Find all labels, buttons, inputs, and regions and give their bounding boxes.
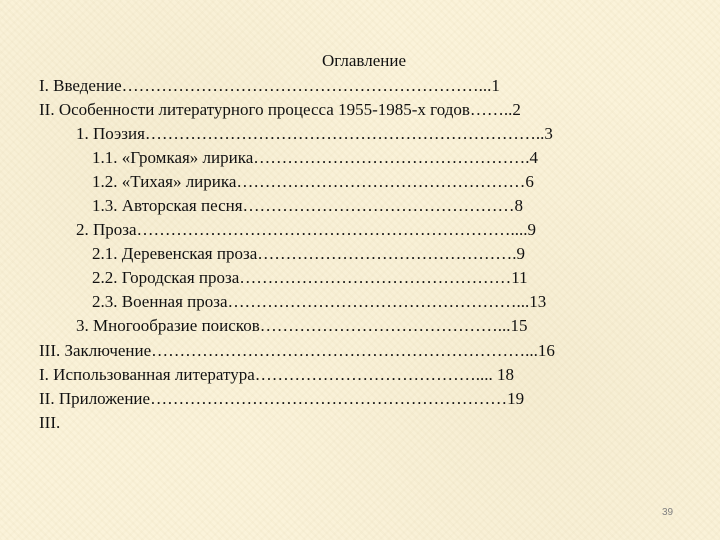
- toc-entry-urban-prose: 2.2. Городская проза…………………………………………11: [92, 268, 528, 287]
- toc-entry-features: II. Особенности литературного процесса 1955-1985-х годов……..2: [39, 100, 521, 119]
- toc-entry-variety-searches: 3. Многообразие поисков……………………………………...15: [76, 316, 528, 335]
- toc-entry-appendix: II. Приложение………………………………………………………19: [39, 389, 525, 408]
- toc-entry-war-prose: 2.3. Военная проза……………………………………………...13: [92, 292, 547, 311]
- toc-title: Оглавление: [322, 51, 406, 70]
- toc-entry-authors-song: 1.3. Авторская песня…………………………………………8: [92, 196, 524, 215]
- toc-entry-conclusion: III. Заключение…………………………………………………………...16: [39, 341, 555, 360]
- toc-entry-numeral-iii: III.: [39, 413, 61, 432]
- toc-entry-introduction: I. Введение………………………………………………………...1: [39, 76, 500, 95]
- toc-entry-prose: 2. Проза…………………………………………………………....9: [76, 220, 537, 239]
- toc-entry-references: I. Использованная литература………………………………….... 18: [39, 365, 515, 384]
- toc-entry-quiet-lyrics: 1.2. «Тихая» лирика……………………………………………6: [92, 172, 534, 191]
- toc-entry-village-prose: 2.1. Деревенская проза……………………………………….9: [92, 244, 525, 263]
- toc-entry-poetry: 1. Поэзия……………………………………………………………..3: [76, 124, 553, 143]
- slide-number: 39: [662, 507, 674, 518]
- toc-entry-loud-lyrics: 1.1. «Громкая» лирика………………………………………….4: [92, 148, 539, 167]
